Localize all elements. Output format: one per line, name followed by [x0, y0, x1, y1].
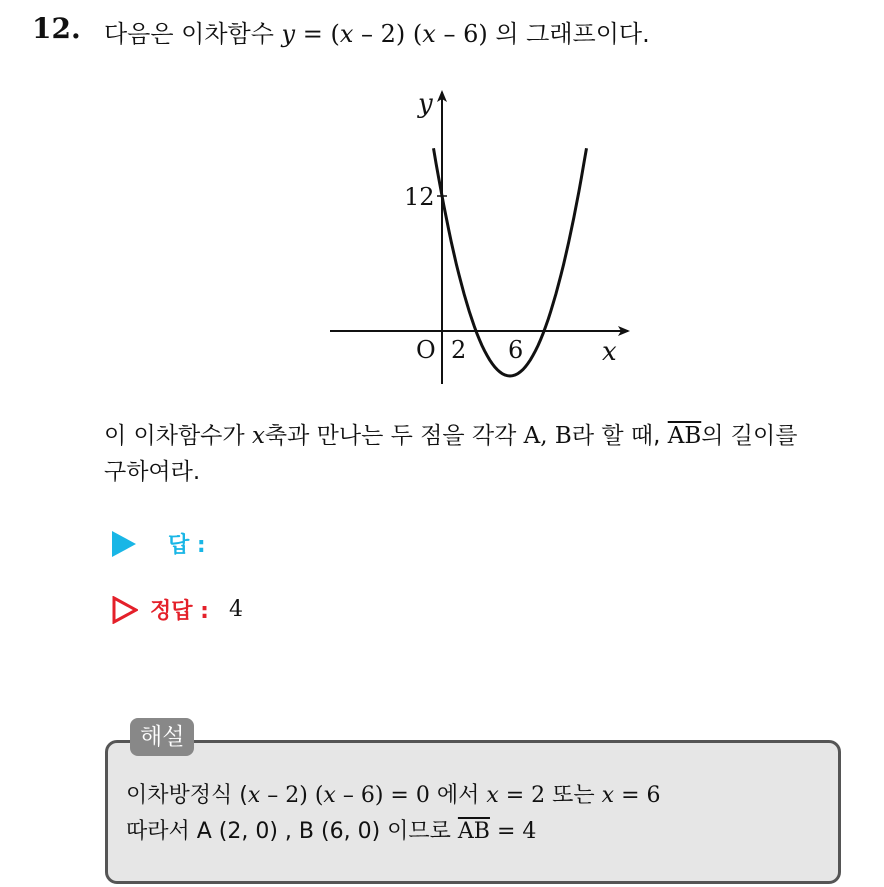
root-1-label: 2	[451, 336, 467, 364]
sol1-x1: x	[247, 783, 261, 808]
question-text	[104, 14, 650, 49]
solution-tab: 해설	[130, 718, 194, 756]
point-b: B	[554, 423, 572, 449]
solution-line-1	[126, 778, 661, 809]
func-x2: x	[422, 20, 436, 48]
question-number: 12.	[32, 12, 81, 45]
problem-comma: ,	[540, 423, 555, 449]
func-part2: – 6)	[435, 20, 488, 48]
solution-line-2	[126, 814, 536, 845]
problem-line-2: 구하여라.	[104, 459, 201, 485]
problem-part3: 라 할 때,	[571, 423, 668, 449]
answer-label: 답 :	[168, 533, 206, 558]
problem-part1: 이 이차함수가	[104, 423, 252, 449]
func-y: y	[281, 20, 296, 48]
sol1-a: 이차방정식 (	[126, 783, 248, 808]
problem-line-1	[104, 418, 874, 454]
problem-part2: 축과 만나는 두 점을 각각	[264, 423, 524, 449]
y-axis-label: y	[418, 89, 433, 119]
sol1-b: – 2) (	[260, 783, 324, 808]
origin-label: O	[416, 336, 436, 364]
func-x1: x	[339, 20, 354, 48]
solution-box	[105, 740, 841, 884]
sol1-d: = 2 또는	[498, 783, 602, 808]
sol2-ab: $\overline{AB}$	[457, 819, 490, 844]
problem-statement	[104, 418, 874, 490]
point-a: A	[523, 423, 541, 449]
parabola-graph	[320, 86, 640, 386]
func-part1: – 2) (	[353, 20, 423, 48]
correct-value: 4	[228, 597, 243, 622]
segment-ab: $\overline{AB}$	[667, 423, 702, 449]
problem-x: x	[251, 423, 265, 449]
root-2-label: 6	[508, 336, 524, 364]
answer-triangle-icon	[112, 531, 136, 557]
x-axis-label: x	[602, 337, 617, 367]
problem-part4: 의 길이를	[701, 423, 798, 449]
correct-label: 정답 :	[150, 599, 209, 624]
sol1-e: = 6	[614, 783, 661, 808]
question-intro: 다음은 이차함수	[104, 20, 282, 48]
sol1-x4: x	[601, 783, 615, 808]
sol2-b: = 4	[489, 819, 537, 844]
question-outro: 의 그래프이다.	[487, 20, 650, 48]
sol1-x2: x	[323, 783, 336, 808]
answer-row	[112, 528, 206, 559]
correct-triangle-icon	[112, 596, 138, 624]
sol1-c: – 6) = 0 에서	[335, 783, 487, 808]
correct-answer-row	[112, 594, 243, 625]
func-eq: = (	[295, 20, 340, 48]
y-tick-label: 12	[404, 183, 435, 211]
sol2-a: 따라서 A (2, 0) , B (6, 0) 이므로	[126, 819, 458, 844]
question-function	[282, 20, 488, 48]
sol1-x3: x	[486, 783, 499, 808]
